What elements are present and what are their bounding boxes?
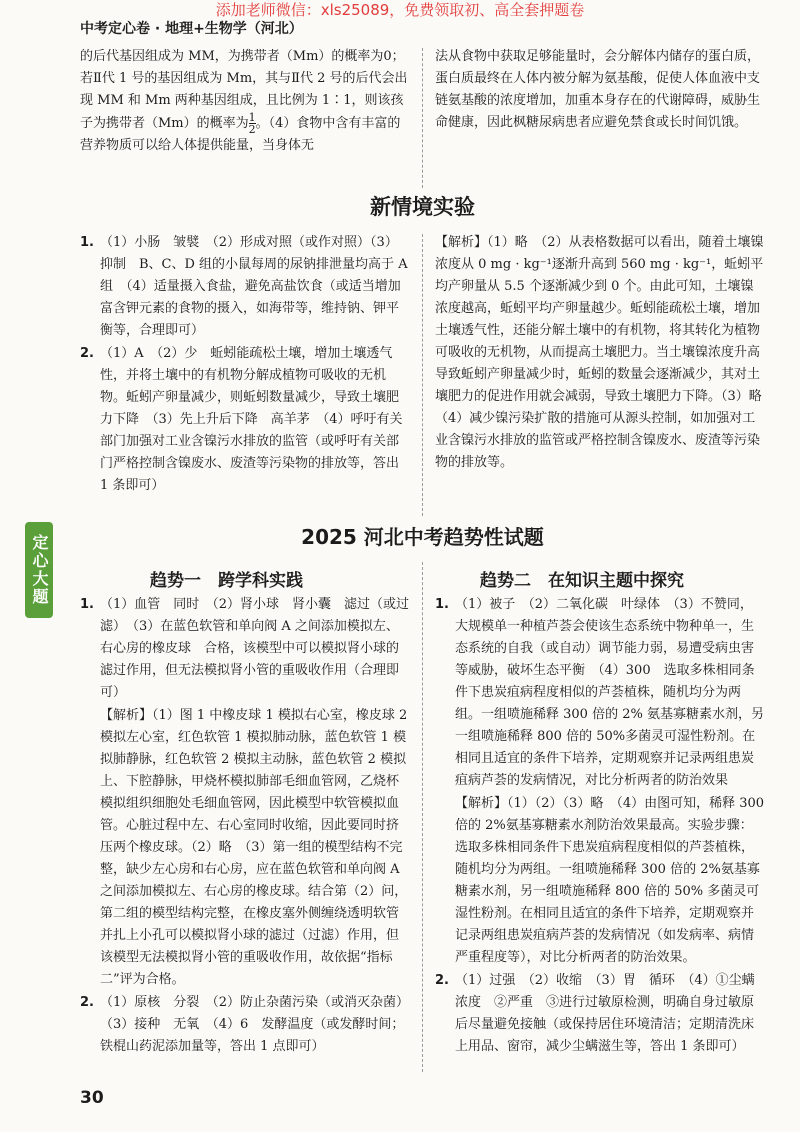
trend-two-column bbox=[435, 594, 765, 1059]
new-context-right-column bbox=[435, 232, 775, 474]
item-number: 1. bbox=[435, 597, 449, 612]
list-item bbox=[435, 594, 765, 792]
item-text: （1）原核 分裂 （2）防止杂菌污染（或消灭杂菌） （3）接种 无氧 （4）6 发酵温度（或发酵时间；铁棍山药泥添加量等，答出 1 点即可） bbox=[100, 995, 416, 1054]
trend-one-column bbox=[80, 594, 416, 1059]
fraction-numerator: 1 bbox=[248, 111, 256, 124]
analysis-paragraph: 【解析】（1）略 （2）从表格数据可以看出，随着土壤镍浓度从 0 mg · kg⁻¹逐渐升高到 560 mg · kg⁻¹，蚯蚓平均产卵量从 5.5 个逐渐减少到 0 个。由此可知，土壤镍浓度越高，蚯蚓平均产卵量越少。蚯蚓能疏松土壤，增加土壤透气性，还能分解土壤中的有机物，将其转化为植物可吸收的无机物，从而提高土壤肥力。当土壤镍浓度升高导致蚯蚓产卵量减少时，蚯蚓的数量会逐渐减少，其对土壤肥力的促进作用就会减弱，导致土壤肥力下降。（3）略 （4）减少镍污染扩散的措施可从源头控制，如加强对工业含镍污水排放的监管或严格控制含镍废水、废渣等污染物的排放等。 bbox=[435, 235, 775, 470]
fraction-denominator: 2 bbox=[248, 123, 256, 136]
list-item bbox=[80, 992, 416, 1058]
item-number: 2. bbox=[80, 346, 94, 361]
watermark-banner: 添加老师微信：xls25089，免费领取初、高全套押题卷 bbox=[215, 1, 585, 19]
top-left-paragraph bbox=[80, 46, 410, 157]
list-item bbox=[80, 594, 410, 704]
item-text: （1）小肠 皱襞 （2）形成对照（或作对照）（3）抑制 B、C、D 组的小鼠每周的尿钠排泄量均高于 A 组 （4）适量摄入食盐，避免高盐饮食（或适当增加富含钾元素的食物的摄入，如海带等，维持钠、钾平衡等，合理即可） bbox=[100, 235, 408, 338]
item-number: 1. bbox=[80, 235, 94, 250]
top-left-text-a: 的后代基因组成为 MM，为携带者（Mm）的概率为0；若Ⅱ代 1 号的基因组成为 Mm，其与Ⅱ代 2 号的后代会出现 MM 和 Mm 两种基因组成，且比例为 1∶1，则该孩子为携带者（Mm）的概率为 bbox=[80, 49, 408, 131]
list-item bbox=[80, 705, 410, 991]
trend-two-title: 趋势二 在知识主题中探究 bbox=[480, 571, 684, 591]
list-item bbox=[80, 232, 410, 342]
item-number: 2. bbox=[435, 973, 449, 988]
item-number: 2. bbox=[80, 995, 94, 1010]
page-header: 中考定心卷 · 地理+生物学（河北） bbox=[80, 21, 303, 37]
column-divider bbox=[422, 562, 423, 1072]
top-left-column bbox=[80, 46, 410, 157]
item-text: （1）被子 （2）二氧化碳 叶绿体 （3）不赞同，大规模单一种植芦荟会使该生态系统中物种单一，生态系统的自我（或自动）调节能力弱，易遭受病虫害等威胁，破坏生态平衡 （4）300 选取多株相同条件下患炭疽病程度相似的芦荟植株，随机均分为两组。一组喷施稀释 300 倍的 2% 氨基寡糖素水剂，另一组喷施稀释 800 倍的 50%多菌灵可湿性粉剂。在相同且适宜的条件下培养，定期观察并记录两组患炭疽病芦荟的发病情况，对比分析两者的防治效果 bbox=[455, 597, 764, 788]
item-text: 【解析】（1）（2）（3）略 （4）由图可知，稀释 300 倍的 2%氨基寡糖素水剂防治效果最高。实验步骤：选取多株相同条件下患炭疽病程度相似的芦荟植株，随机均分为两组。一组喷施稀释 300 倍的 2%氨基寡糖素水剂，另一组喷施稀释 800 倍的 50% 多菌灵可湿性粉剂。在相同且适宜的条件下培养，定期观察并记录两组患炭疽病芦荟的发病情况（如发病率、病情严重程度等），对比分析两者的防治效果。 bbox=[455, 796, 765, 965]
item-text: （1）血管 同时 （2）肾小球 肾小囊 滤过（或过滤） （3）在蓝色软管和单向阀 A 之间添加模拟左、右心房的橡皮球 合格，该模型中可以模拟肾小球的滤过作用，但无法模拟肾小管的重吸收作用（合理即可） bbox=[100, 597, 410, 700]
top-left-text-b: 。（4）食物中含有丰富的营养物质可以给人体提供能量，当身体无 bbox=[80, 116, 401, 153]
top-right-column bbox=[435, 46, 765, 134]
top-right-paragraph: 法从食物中获取足够能量时，会分解体内储存的蛋白质，蛋白质最终在人体内被分解为氨基酸，促使人体血液中支链氨基酸的浓度增加，加重本身存在的代谢障碍，威胁生命健康，因此枫糖尿病患者应避免禁食或长时间饥饿。 bbox=[435, 49, 761, 130]
list-item bbox=[435, 970, 765, 1058]
section-title-trend: 2025 河北中考趋势性试题 bbox=[301, 525, 544, 549]
side-tab: 定心大题 bbox=[25, 522, 53, 618]
page-number: 30 bbox=[80, 1088, 104, 1108]
section-title-new-context: 新情境实验 bbox=[370, 195, 475, 219]
column-divider bbox=[422, 48, 423, 188]
item-number: 1. bbox=[80, 597, 94, 612]
column-divider bbox=[422, 234, 423, 516]
item-text: 【解析】（1）图 1 中橡皮球 1 模拟右心室，橡皮球 2 模拟左心室，红色软管 1 模拟肺动脉，蓝色软管 1 模拟肺静脉，红色软管 2 模拟主动脉，蓝色软管 2 模拟上、下腔静脉，甲烧杯模拟肺部毛细血管网，乙烧杯模拟组织细胞处毛细血管网，因此模型中软管模拟血管。心脏过程中左、右心室同时收缩，因此要同时挤压两个橡皮球。（2）略 （3）第一组的模型结构不完整，缺少左心房和右心房，应在蓝色软管和单向阀 A 之间添加模拟左、右心房的橡皮球。结合第（2）问，第二组的模型结构完整，在橡皮塞外侧缠绕透明软管并扎上小孔可以模拟肾小球的滤过（过滤）作用，但该模型无法模拟肾小管的重吸收作用，故依据“指标二”评为合格。 bbox=[100, 708, 408, 987]
trend-one-title: 趋势一 跨学科实践 bbox=[150, 571, 303, 591]
list-item bbox=[80, 343, 410, 497]
new-context-left-column bbox=[80, 232, 410, 498]
fraction bbox=[249, 112, 256, 135]
list-item bbox=[435, 793, 765, 969]
item-text: （1）过强 （2）收缩 （3）胃 循环 （4）①尘螨浓度 ②严重 ③进行过敏原检测，明确自身过敏原后尽量避免接触（或保持居住环境清洁；定期清洗床上用品、窗帘，减少尘螨滋生等，答出 1 条即可） bbox=[455, 973, 755, 1054]
item-text: （1）A （2）少 蚯蚓能疏松土壤，增加土壤透气性，并将土壤中的有机物分解成植物可吸收的无机物。蚯蚓产卵量减少，则蚯蚓数量减少，导致土壤肥力下降 （3）先上升后下降 高羊茅 （4）呼吁有关部门加强对工业含镍污水排放的监管（或呼吁有关部门严格控制含镍废水、废渣等污染物的排放等，答出 1 条即可） bbox=[100, 346, 403, 493]
